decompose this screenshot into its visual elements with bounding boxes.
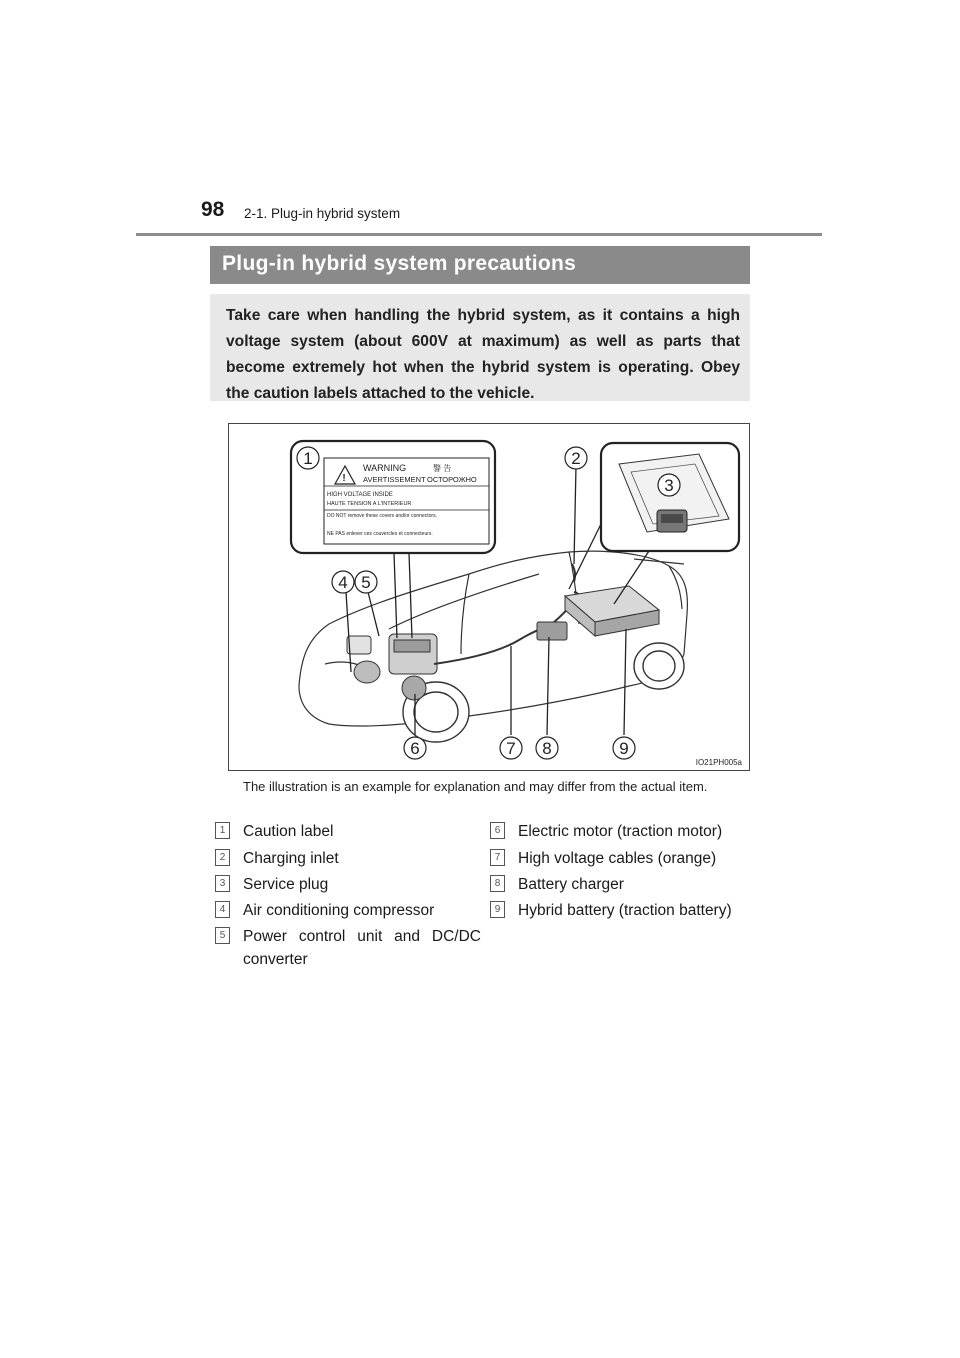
legend-item (215, 847, 485, 871)
legend-number: 2 (215, 849, 230, 866)
legend-label: Charging inlet (243, 850, 339, 867)
callout-3: 3 (664, 476, 674, 495)
callout-7: 7 (506, 739, 516, 758)
callout-5: 5 (361, 573, 371, 592)
vehicle-diagram (229, 424, 749, 770)
callout-4: 4 (338, 573, 348, 592)
battery-charger-shape (537, 622, 567, 640)
legend-label: High voltage cables (orange) (518, 850, 717, 867)
page-number: 98 (201, 198, 225, 221)
legend-item (215, 873, 485, 897)
legend-item (490, 820, 750, 844)
callout-8: 8 (542, 739, 552, 758)
legend-label: Electric motor (traction motor) (518, 823, 723, 840)
svg-text:!: ! (342, 473, 346, 484)
legend-item (490, 873, 750, 897)
legend-label: Caution label (243, 823, 334, 840)
legend-label: Battery charger (518, 876, 624, 893)
callout-6: 6 (410, 739, 420, 758)
engine-bay (347, 634, 437, 700)
label-text-ne-pas: NE PAS enlever ces couvercles et connecteurs. (327, 531, 433, 537)
legend-item (490, 899, 750, 947)
legend-number: 9 (490, 901, 505, 918)
page-title: Plug-in hybrid system precautions (222, 252, 577, 275)
label-text-russian: ОСТОРОЖНО (427, 475, 477, 484)
legend-number: 1 (215, 822, 230, 839)
vehicle-illustration (228, 423, 750, 771)
legend-label: Power control unit and DC/DC converter (243, 928, 481, 968)
header-divider (136, 233, 822, 236)
callout-9: 9 (619, 739, 629, 758)
wheels (403, 643, 684, 742)
legend-number: 4 (215, 901, 230, 918)
hybrid-battery-shape (565, 586, 659, 636)
legend-label: Air conditioning compressor (243, 902, 435, 919)
title-banner (210, 246, 750, 284)
figure-code: IO21PH005a (695, 758, 742, 767)
label-text-haute-tension: HAUTE TENSION A L'INTERIEUR (327, 501, 412, 507)
legend-item (215, 899, 485, 923)
intro-text: Take care when handling the hybrid system, as it contains a high voltage system (about 600V at maximum) as well as parts that become extremely hot when the hybrid system is operating. Obey the caution labels attached to the vehicle. (226, 307, 740, 402)
label-text-warning-jp: 警 告 (433, 464, 452, 473)
callout-1: 1 (303, 449, 313, 468)
legend-item (490, 847, 750, 871)
legend-number: 8 (490, 875, 505, 892)
legend-number: 6 (490, 822, 505, 839)
service-plug-inset (601, 443, 739, 551)
label-text-do-not-remove: DO NOT remove these covers and/or connectors. (327, 513, 437, 519)
legend-number: 5 (215, 927, 230, 944)
legend-item (215, 820, 485, 844)
callout-2: 2 (571, 449, 581, 468)
label-text-avertissement: AVERTISSEMENT (363, 475, 426, 484)
legend-item (215, 925, 485, 973)
label-text-high-voltage: HIGH VOLTAGE INSIDE (327, 492, 393, 498)
legend-number: 7 (490, 849, 505, 866)
figure-caption: The illustration is an example for explanation and may differ from the actual item. (243, 779, 708, 794)
label-text-warning: WARNING (363, 463, 407, 473)
legend-label: Service plug (243, 876, 329, 893)
intro-box (210, 294, 750, 401)
legend-label: Hybrid battery (traction battery) (518, 902, 732, 919)
legend-number: 3 (215, 875, 230, 892)
caution-label-inset (291, 441, 495, 553)
section-breadcrumb: 2-1. Plug-in hybrid system (244, 206, 401, 221)
